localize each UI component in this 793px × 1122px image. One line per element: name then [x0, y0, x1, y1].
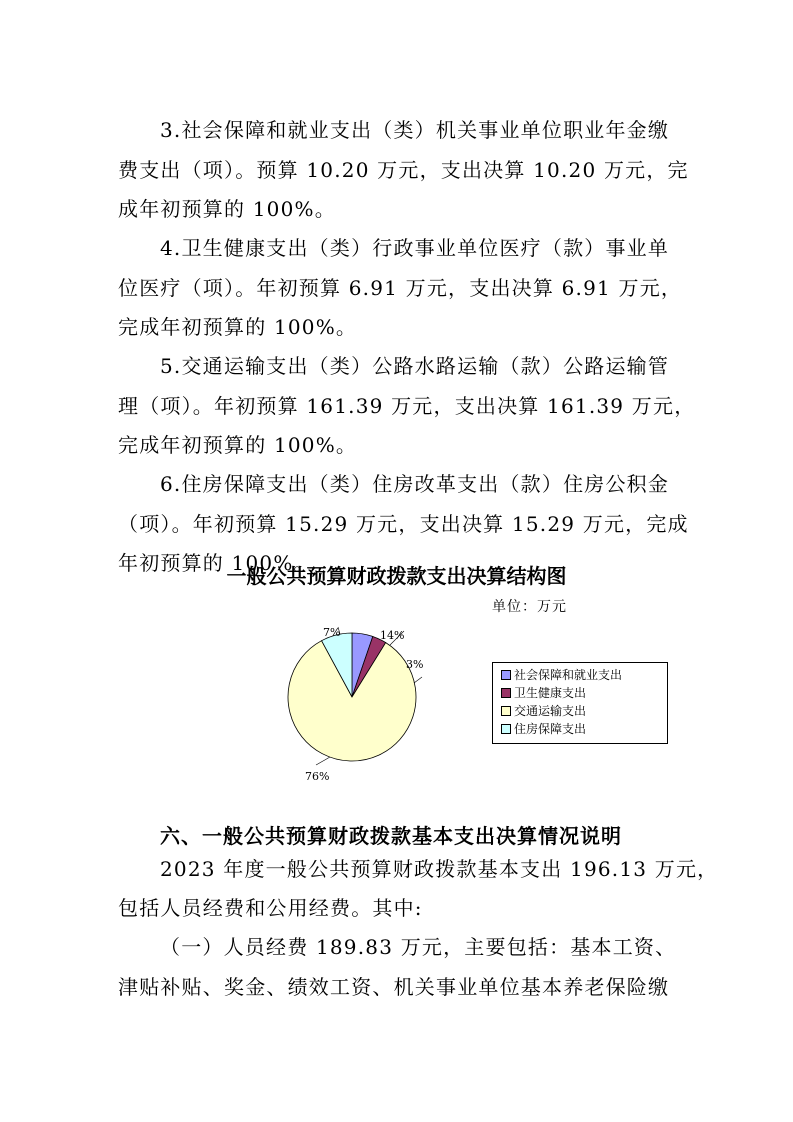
- section-heading: 六、一般公共预算财政拨款基本支出决算情况说明: [160, 824, 622, 848]
- paragraph-6-line-1: 6.住房保障支出（类）住房改革支出（款）住房公积金: [160, 472, 670, 496]
- paragraph-5-line-3: 完成年初预算的 100%。: [118, 433, 358, 457]
- pie-leader-transport: [316, 757, 330, 765]
- paragraph-4-line-3: 完成年初预算的 100%。: [118, 315, 358, 339]
- chart-title: 一般公共预算财政拨款支出决算结构图: [226, 564, 567, 588]
- section-paragraph-2-line-1: （一）人员经费 189.83 万元，主要包括：基本工资、: [160, 935, 677, 959]
- paragraph-3-line-3: 成年初预算的 100%。: [118, 197, 336, 221]
- legend-label-housing: 住房保障支出: [514, 722, 587, 736]
- legend-label-social: 社会保障和就业支出: [514, 668, 623, 682]
- pie-leader-health: [414, 677, 422, 683]
- legend-label-health: 卫生健康支出: [514, 686, 587, 700]
- chart-unit-label: 单位：万元: [492, 599, 567, 615]
- chart-legend: [492, 662, 668, 744]
- section-paragraph-1-line-2: 包括人员经费和公用经费。其中:: [118, 896, 423, 920]
- paragraph-4-line-2: 位医疗（项）。年初预算 6.91 万元，支出决算 6.91 万元，: [118, 276, 683, 300]
- paragraph-6-line-2: （项）。年初预算 15.29 万元，支出决算 15.29 万元，完成: [118, 512, 689, 536]
- pie-label-social: 14%: [380, 629, 405, 642]
- pie-label-housing: 7%: [323, 626, 341, 639]
- pie-label-transport: 76%: [305, 770, 330, 783]
- paragraph-6-line-3: 年初预算的 100%。: [118, 551, 315, 575]
- legend-swatch-health: [501, 688, 511, 698]
- paragraph-3-line-2: 费支出（项）。预算 10.20 万元，支出决算 10.20 万元，完: [118, 158, 689, 182]
- legend-swatch-social: [501, 670, 511, 680]
- section-paragraph-1-line-1: 2023 年度一般公共预算财政拨款基本支出 196.13 万元，: [160, 857, 719, 881]
- section-paragraph-2-line-2: 津贴补贴、奖金、绩效工资、机关事业单位基本养老保险缴: [118, 975, 670, 999]
- legend-label-transport: 交通运输支出: [514, 704, 587, 718]
- paragraph-5-line-1: 5.交通运输支出（类）公路水路运输（款）公路运输管: [160, 354, 670, 378]
- pie-chart: [270, 620, 450, 790]
- paragraph-5-line-2: 理（项）。年初预算 161.39 万元，支出决算 161.39 万元，: [118, 394, 696, 418]
- paragraph-4-line-1: 4.卫生健康支出（类）行政事业单位医疗（款）事业单: [160, 236, 670, 260]
- paragraph-3-line-1: 3.社会保障和就业支出（类）机关事业单位职业年金缴: [160, 118, 670, 142]
- legend-swatch-transport: [501, 706, 511, 716]
- legend-swatch-housing: [501, 724, 511, 734]
- pie-label-health: 3%: [406, 658, 424, 671]
